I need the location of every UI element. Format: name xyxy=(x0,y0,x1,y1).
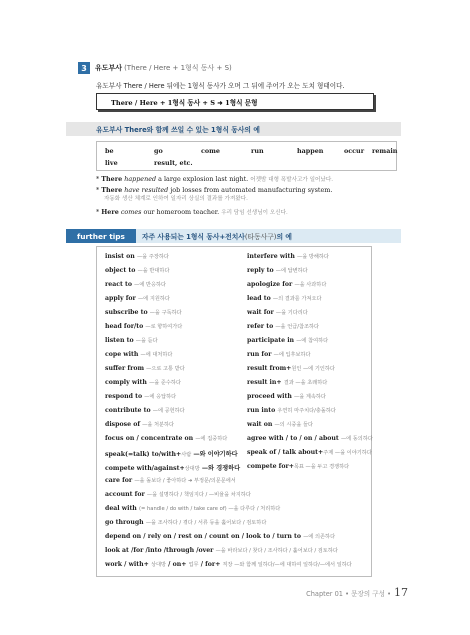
further-tips-bar xyxy=(66,229,401,243)
phrase-item: refer to —을 언급/참조하다 xyxy=(247,323,320,330)
page-number: 17 xyxy=(394,586,408,599)
phrase-item: speak of / talk about+주제 —을 이야기하다 xyxy=(247,449,372,456)
verb-item: come xyxy=(201,147,220,155)
formula-text: There / Here + 1형식 동사 + S ➜ 1형식 문형 xyxy=(111,98,258,107)
phrase-item: participate in —에 참여하다 xyxy=(247,337,329,344)
phrase-item: deal with (= handle / do with / take care of) —을 다루다 / 처리하다 xyxy=(105,505,281,512)
phrase-item: apologize for —을 사과하다 xyxy=(247,281,327,288)
section-number-badge: 3 xyxy=(78,62,90,74)
example-sentence: * Here comes our homeroom teacher. 우리 담임 선생님이 오신다. xyxy=(96,208,288,216)
section-heading xyxy=(78,62,232,74)
phrase-item: comply with —을 준수하다 xyxy=(105,379,181,386)
verb-item: be xyxy=(105,147,114,155)
verb-item: remain xyxy=(372,147,398,155)
phrase-item: object to —을 반대하다 xyxy=(105,267,170,274)
phrase-item: account for —을 설명하다 / 책임지다 / —비율을 차지하다 xyxy=(105,491,251,498)
phrase-item: result from+원인 —에 기인하다 xyxy=(247,365,335,372)
phrase-item: cope with —에 대처하다 xyxy=(105,351,173,358)
verb-item: happen xyxy=(297,147,324,155)
verb-item: occur xyxy=(344,147,365,155)
phrase-item: contribute to —에 공헌하다 xyxy=(105,407,185,414)
phrase-item: respond to —에 응답하다 xyxy=(105,393,177,400)
phrase-item: agree with / to / on / about —에 동의하다 xyxy=(247,435,373,442)
phrase-item: insist on —을 주장하다 xyxy=(105,253,169,260)
phrase-item: result in+ 결과 —을 초래하다 xyxy=(247,379,328,386)
phrase-item: speak(=talk) to/with+사람 —와 이야기하다 xyxy=(105,451,238,458)
phrase-item: care for —을 돌보다 / 좋아하다 ➜ 부정문/의문문에서 xyxy=(105,477,236,484)
verb-list-box xyxy=(96,141,397,171)
phrase-table xyxy=(96,246,372,577)
examples-header-bar xyxy=(66,122,401,136)
examples-header: 유도부사 There와 함께 쓰일 수 있는 1형식 동사의 예 xyxy=(96,126,260,134)
phrase-item: go through —을 조사하다 / 겪다 / 서류 등을 훑어보다 / 검토하다 xyxy=(105,519,267,526)
further-tips-title: 자주 사용되는 1형식 동사+전치사(타동사구)의 예 xyxy=(142,233,292,241)
phrase-item: react to —에 반응하다 xyxy=(105,281,167,288)
example-translation: 자동화 생산 체계로 인하여 일자리 상실의 결과를 가져왔다. xyxy=(104,196,248,202)
phrase-item: suffer from —으로 고통 받다 xyxy=(105,365,185,372)
phrase-item: compete with/against+상대방 —와 경쟁하다 xyxy=(105,465,241,472)
chapter-label: Chapter 01 • 문장의 구성 • xyxy=(306,589,391,598)
phrase-item: subscribe to —을 구독하다 xyxy=(105,309,182,316)
page-footer xyxy=(306,586,408,599)
phrase-item: run for —에 입후보하다 xyxy=(247,351,311,358)
verb-item: run xyxy=(251,147,264,155)
further-tips-tag: further tips xyxy=(66,229,136,243)
section-subtitle: (There / Here + 1형식 동사 + S) xyxy=(124,64,232,72)
phrase-item: focus on / concentrate on —에 집중하다 xyxy=(105,435,228,442)
section-title: 유도부사 xyxy=(95,64,123,72)
phrase-item: look at /for /into /through /over —을 바라보다 / 찾다 / 조사하다 / 훑어보다 / 검토하다 xyxy=(105,547,338,554)
phrase-item: lead to —의 결과를 가져오다 xyxy=(247,295,322,302)
example-sentence: * There have resulted job losses from automated manufacturing system. xyxy=(96,186,333,194)
phrase-item: interfere with —을 방해하다 xyxy=(247,253,329,260)
phrase-item: listen to —을 듣다 xyxy=(105,337,158,344)
section-description: 유도부사 There / Here 뒤에는 1형식 동사가 오며 그 뒤에 주어가 오는 도치 형태이다. xyxy=(96,82,345,90)
phrase-item: run into 우연히 마주치다/충돌하다 xyxy=(247,407,336,414)
phrase-item: compete for+목표 —을 두고 경쟁하다 xyxy=(247,463,350,470)
example-sentence: * There happened a large explosion last night. 어젯밤 대형 폭발사고가 일어났다. xyxy=(96,175,333,183)
phrase-item: proceed with —을 계속하다 xyxy=(247,393,326,400)
verb-item: go xyxy=(154,147,163,155)
phrase-item: head for/to —로 향하여가다 xyxy=(105,323,183,330)
phrase-item: apply for —에 지원하다 xyxy=(105,295,170,302)
phrase-item: wait on —의 시중을 들다 xyxy=(247,421,314,428)
phrase-item: wait for —을 기다리다 xyxy=(247,309,308,316)
phrase-item: reply to —에 답변하다 xyxy=(247,267,308,274)
phrase-item: dispose of —을 처분하다 xyxy=(105,421,175,428)
phrase-item: work / with+ 상대방 / on+ 업무 / for+ 직장 —와 함께 일하다/—에 대하여 일하다/—에서 일하다 xyxy=(105,561,352,568)
verb-item: live xyxy=(105,159,118,167)
formula-box xyxy=(96,93,374,110)
verb-item: result, etc. xyxy=(154,159,193,167)
phrase-item: depend on / rely on / rest on / count on / look to / turn to —에 의존하다 xyxy=(105,533,336,540)
